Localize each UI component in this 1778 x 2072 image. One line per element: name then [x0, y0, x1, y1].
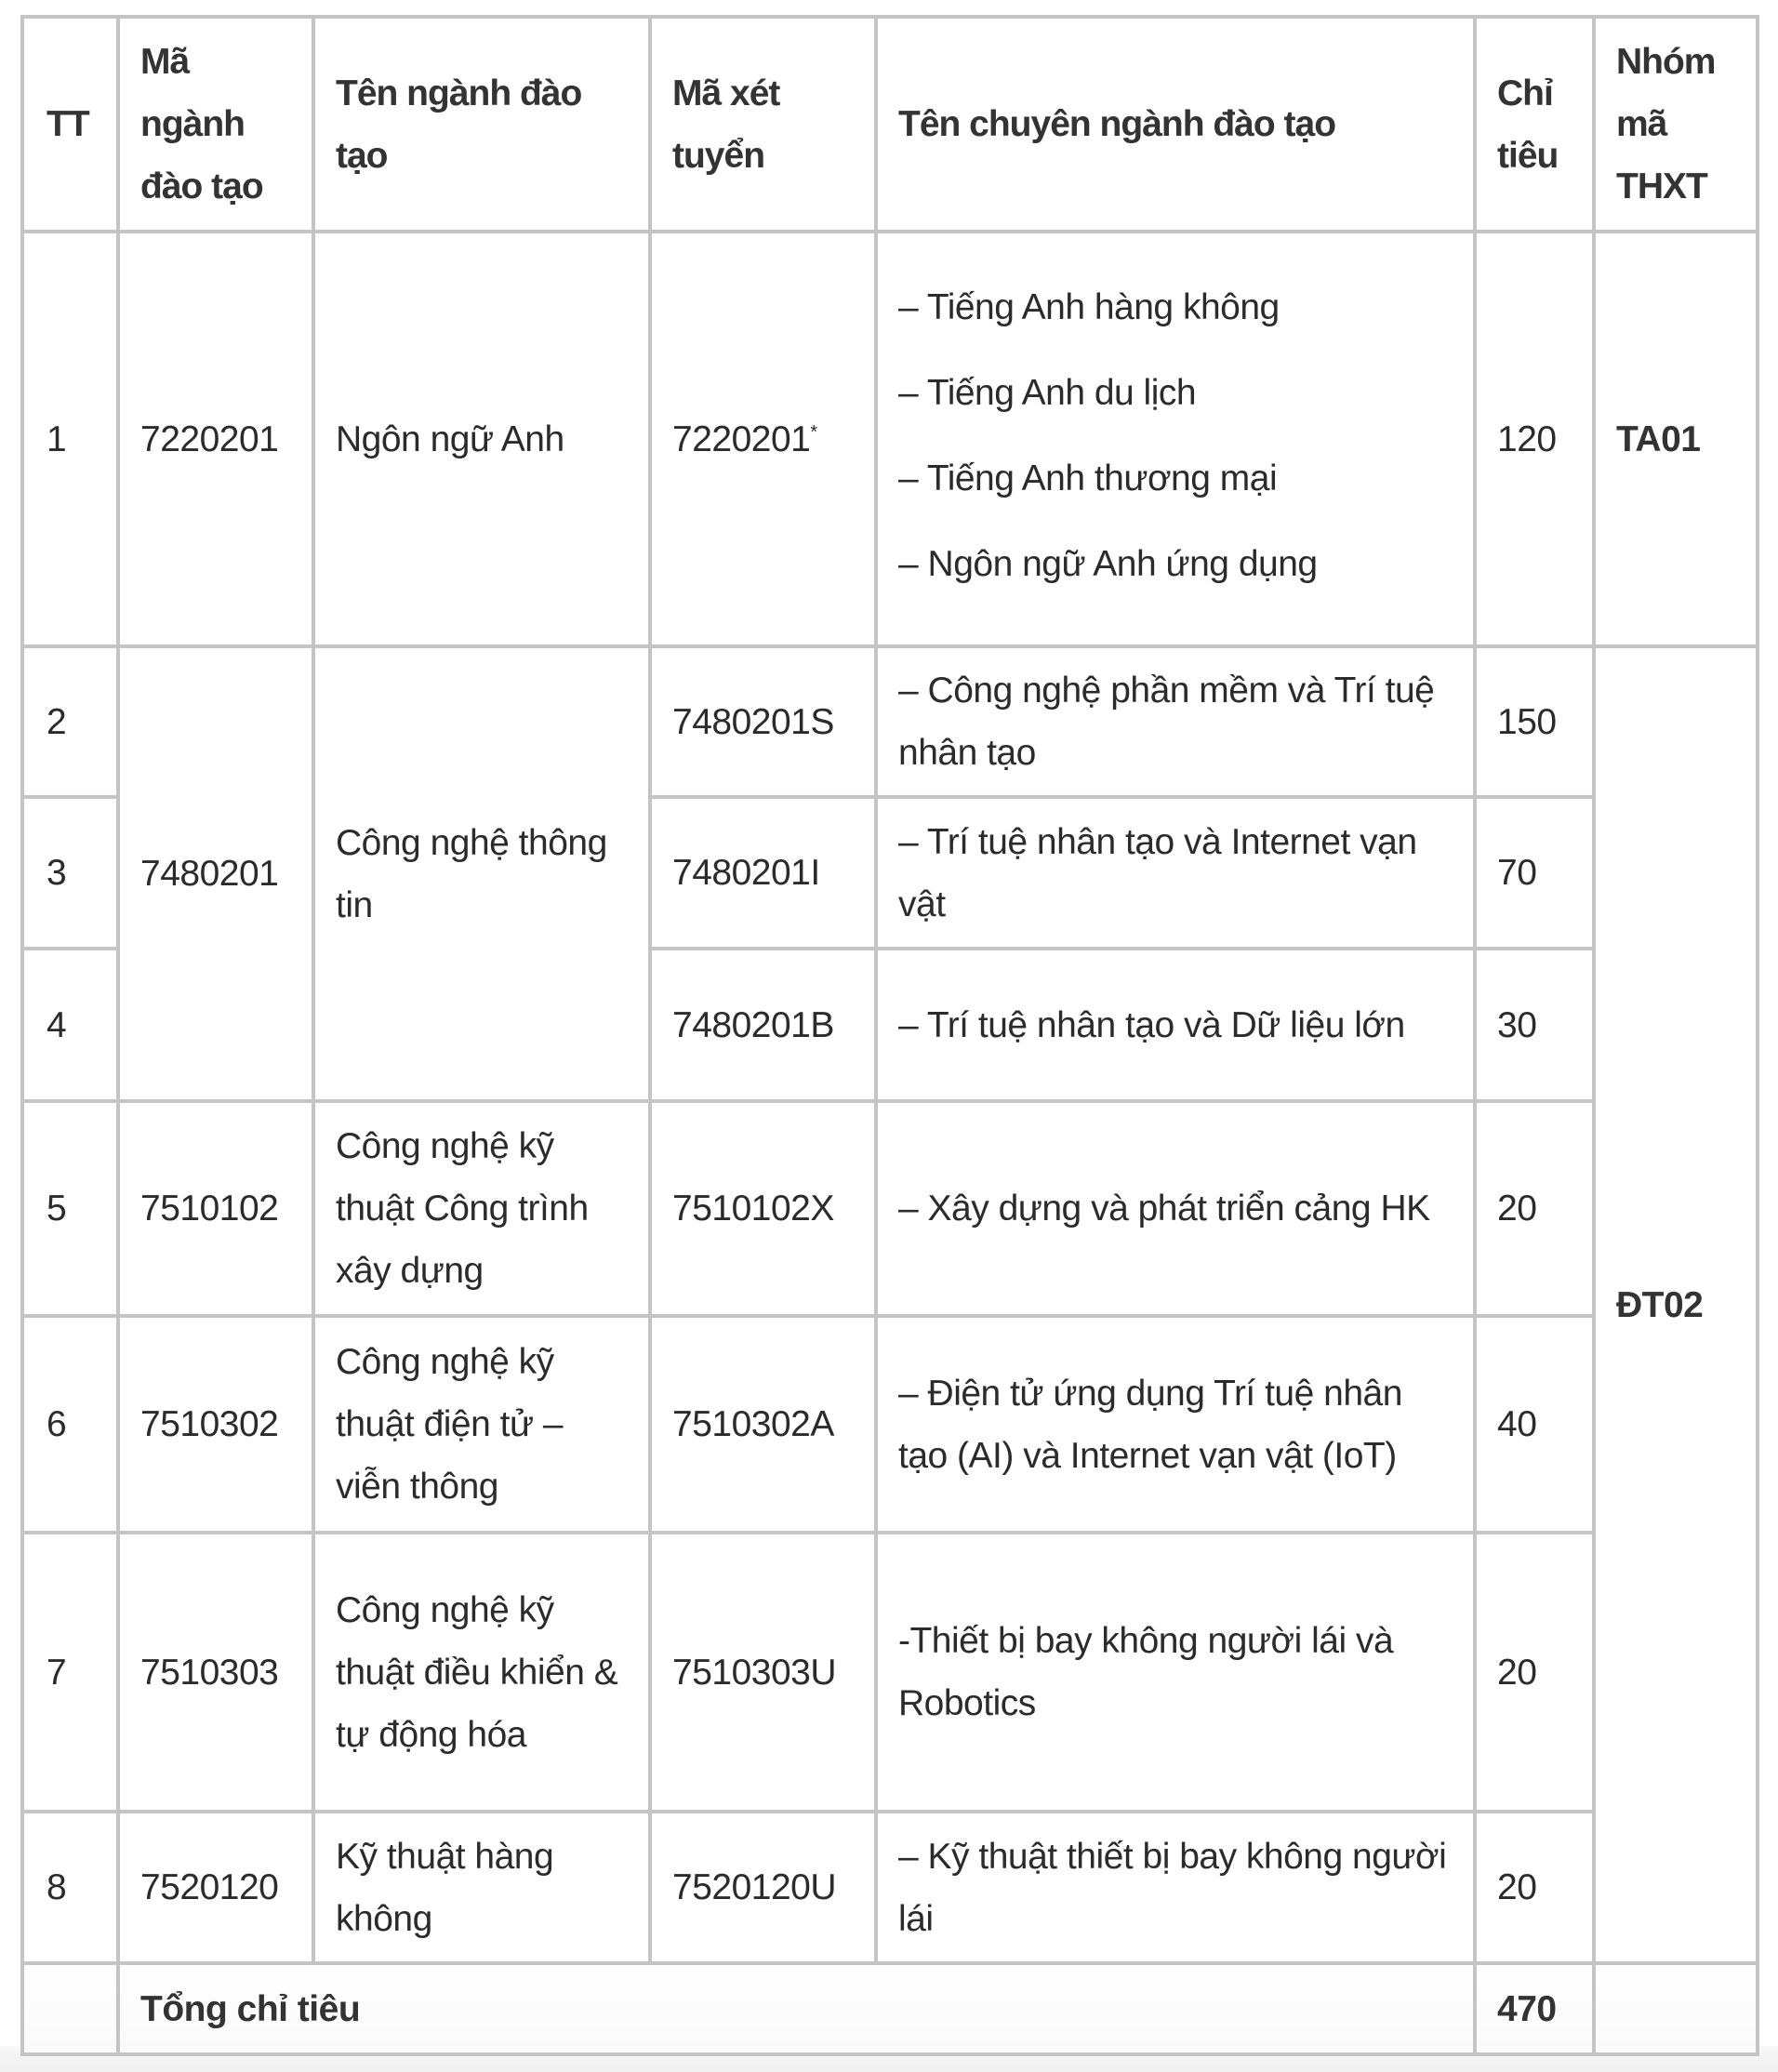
- cell-ma-xet-tuyen: 7520120U: [650, 1812, 876, 1963]
- cell-ten-nganh: Kỹ thuật hàng không: [313, 1812, 650, 1963]
- header-nhom-ma: Nhóm mã THXT: [1594, 17, 1758, 232]
- cell-ma-xet-tuyen: [650, 232, 876, 646]
- ma-xet-tuyen-value: 7220201: [672, 418, 811, 459]
- cell-ten-nganh: Công nghệ kỹ thuật điều khiển & tự động hóa: [313, 1533, 650, 1812]
- cell-tt: 7: [22, 1533, 118, 1812]
- cell-ma-nganh: 7510303: [118, 1533, 313, 1812]
- cell-tt: 4: [22, 949, 118, 1101]
- admission-quota-table: [20, 15, 1759, 2056]
- cell-chi-tieu: 20: [1475, 1101, 1594, 1316]
- header-row: [22, 17, 1758, 232]
- header-chi-tieu: Chỉ tiêu: [1475, 17, 1594, 232]
- total-value: 470: [1475, 1963, 1594, 2054]
- cell-chuyen-nganh: -Thiết bị bay không người lái và Robotics: [876, 1533, 1475, 1812]
- cell-chi-tieu: 70: [1475, 797, 1594, 949]
- cell-chi-tieu: 30: [1475, 949, 1594, 1101]
- header-tt: TT: [22, 17, 118, 232]
- cell-nhom-ma: TA01: [1594, 232, 1758, 646]
- cell-nhom-ma: ĐT02: [1594, 646, 1758, 1963]
- cell-ma-nganh: 7520120: [118, 1812, 313, 1963]
- cell-chuyen-nganh: – Trí tuệ nhân tạo và Dữ liệu lớn: [876, 949, 1475, 1101]
- cell-ten-nganh: Công nghệ kỹ thuật Công trình xây dựng: [313, 1101, 650, 1316]
- cell-chi-tieu: 40: [1475, 1316, 1594, 1533]
- cell-ma-xet-tuyen: 7510303U: [650, 1533, 876, 1812]
- total-label: Tổng chỉ tiêu: [118, 1963, 1475, 2054]
- cell-ma-xet-tuyen: 7510102X: [650, 1101, 876, 1316]
- cell-tt: 5: [22, 1101, 118, 1316]
- spec-item: – Tiếng Anh hàng không: [898, 286, 1280, 327]
- header-ten-nganh: Tên ngành đào tạo: [313, 17, 650, 232]
- cell-chuyen-nganh: – Công nghệ phần mềm và Trí tuệ nhân tạo: [876, 646, 1475, 797]
- cell-chi-tieu: 20: [1475, 1533, 1594, 1812]
- footnote-marker: *: [810, 421, 817, 443]
- total-row: [22, 1963, 1758, 2054]
- cell-ten-nganh: Công nghệ thông tin: [313, 646, 650, 1101]
- spec-item: – Tiếng Anh thương mại: [898, 458, 1278, 498]
- spec-item: – Ngôn ngữ Anh ứng dụng: [898, 543, 1318, 584]
- cell-ma-nganh: 7510102: [118, 1101, 313, 1316]
- table-row: [22, 1101, 1758, 1316]
- header-ma-xet-tuyen: Mã xét tuyển: [650, 17, 876, 232]
- cell-nhom-ma-empty: [1594, 1963, 1758, 2054]
- cell-chuyen-nganh: – Điện tử ứng dụng Trí tuệ nhân tạo (AI) và Internet vạn vật (IoT): [876, 1316, 1475, 1533]
- cell-chuyen-nganh: – Kỹ thuật thiết bị bay không người lái: [876, 1812, 1475, 1963]
- cell-tt: 3: [22, 797, 118, 949]
- cell-ma-nganh: 7480201: [118, 646, 313, 1101]
- cell-ten-nganh: Ngôn ngữ Anh: [313, 232, 650, 646]
- cell-ma-xet-tuyen: 7480201I: [650, 797, 876, 949]
- cell-tt: 2: [22, 646, 118, 797]
- cell-ma-xet-tuyen: 7480201B: [650, 949, 876, 1101]
- cell-tt: 8: [22, 1812, 118, 1963]
- cell-tt: 6: [22, 1316, 118, 1533]
- table-row: [22, 232, 1758, 646]
- spec-item: – Tiếng Anh du lịch: [898, 372, 1197, 413]
- cell-ma-xet-tuyen: 7510302A: [650, 1316, 876, 1533]
- cell-ten-nganh: Công nghệ kỹ thuật điện tử – viễn thông: [313, 1316, 650, 1533]
- cell-chi-tieu: 20: [1475, 1812, 1594, 1963]
- cell-tt-empty: [22, 1963, 118, 2054]
- cell-ma-nganh: 7510302: [118, 1316, 313, 1533]
- cell-ma-nganh: 7220201: [118, 232, 313, 646]
- cell-tt: 1: [22, 232, 118, 646]
- cell-chuyen-nganh: – Trí tuệ nhân tạo và Internet vạn vật: [876, 797, 1475, 949]
- cell-chi-tieu: 120: [1475, 232, 1594, 646]
- cell-ma-xet-tuyen: 7480201S: [650, 646, 876, 797]
- table-row: [22, 1316, 1758, 1533]
- cell-chuyen-nganh: [876, 232, 1475, 646]
- table-row: [22, 1533, 1758, 1812]
- header-ma-nganh: Mã ngành đào tạo: [118, 17, 313, 232]
- table-row: [22, 646, 1758, 797]
- cell-chi-tieu: 150: [1475, 646, 1594, 797]
- cell-chuyen-nganh: – Xây dựng và phát triển cảng HK: [876, 1101, 1475, 1316]
- table-row: [22, 1812, 1758, 1963]
- header-chuyen-nganh: Tên chuyên ngành đào tạo: [876, 17, 1475, 232]
